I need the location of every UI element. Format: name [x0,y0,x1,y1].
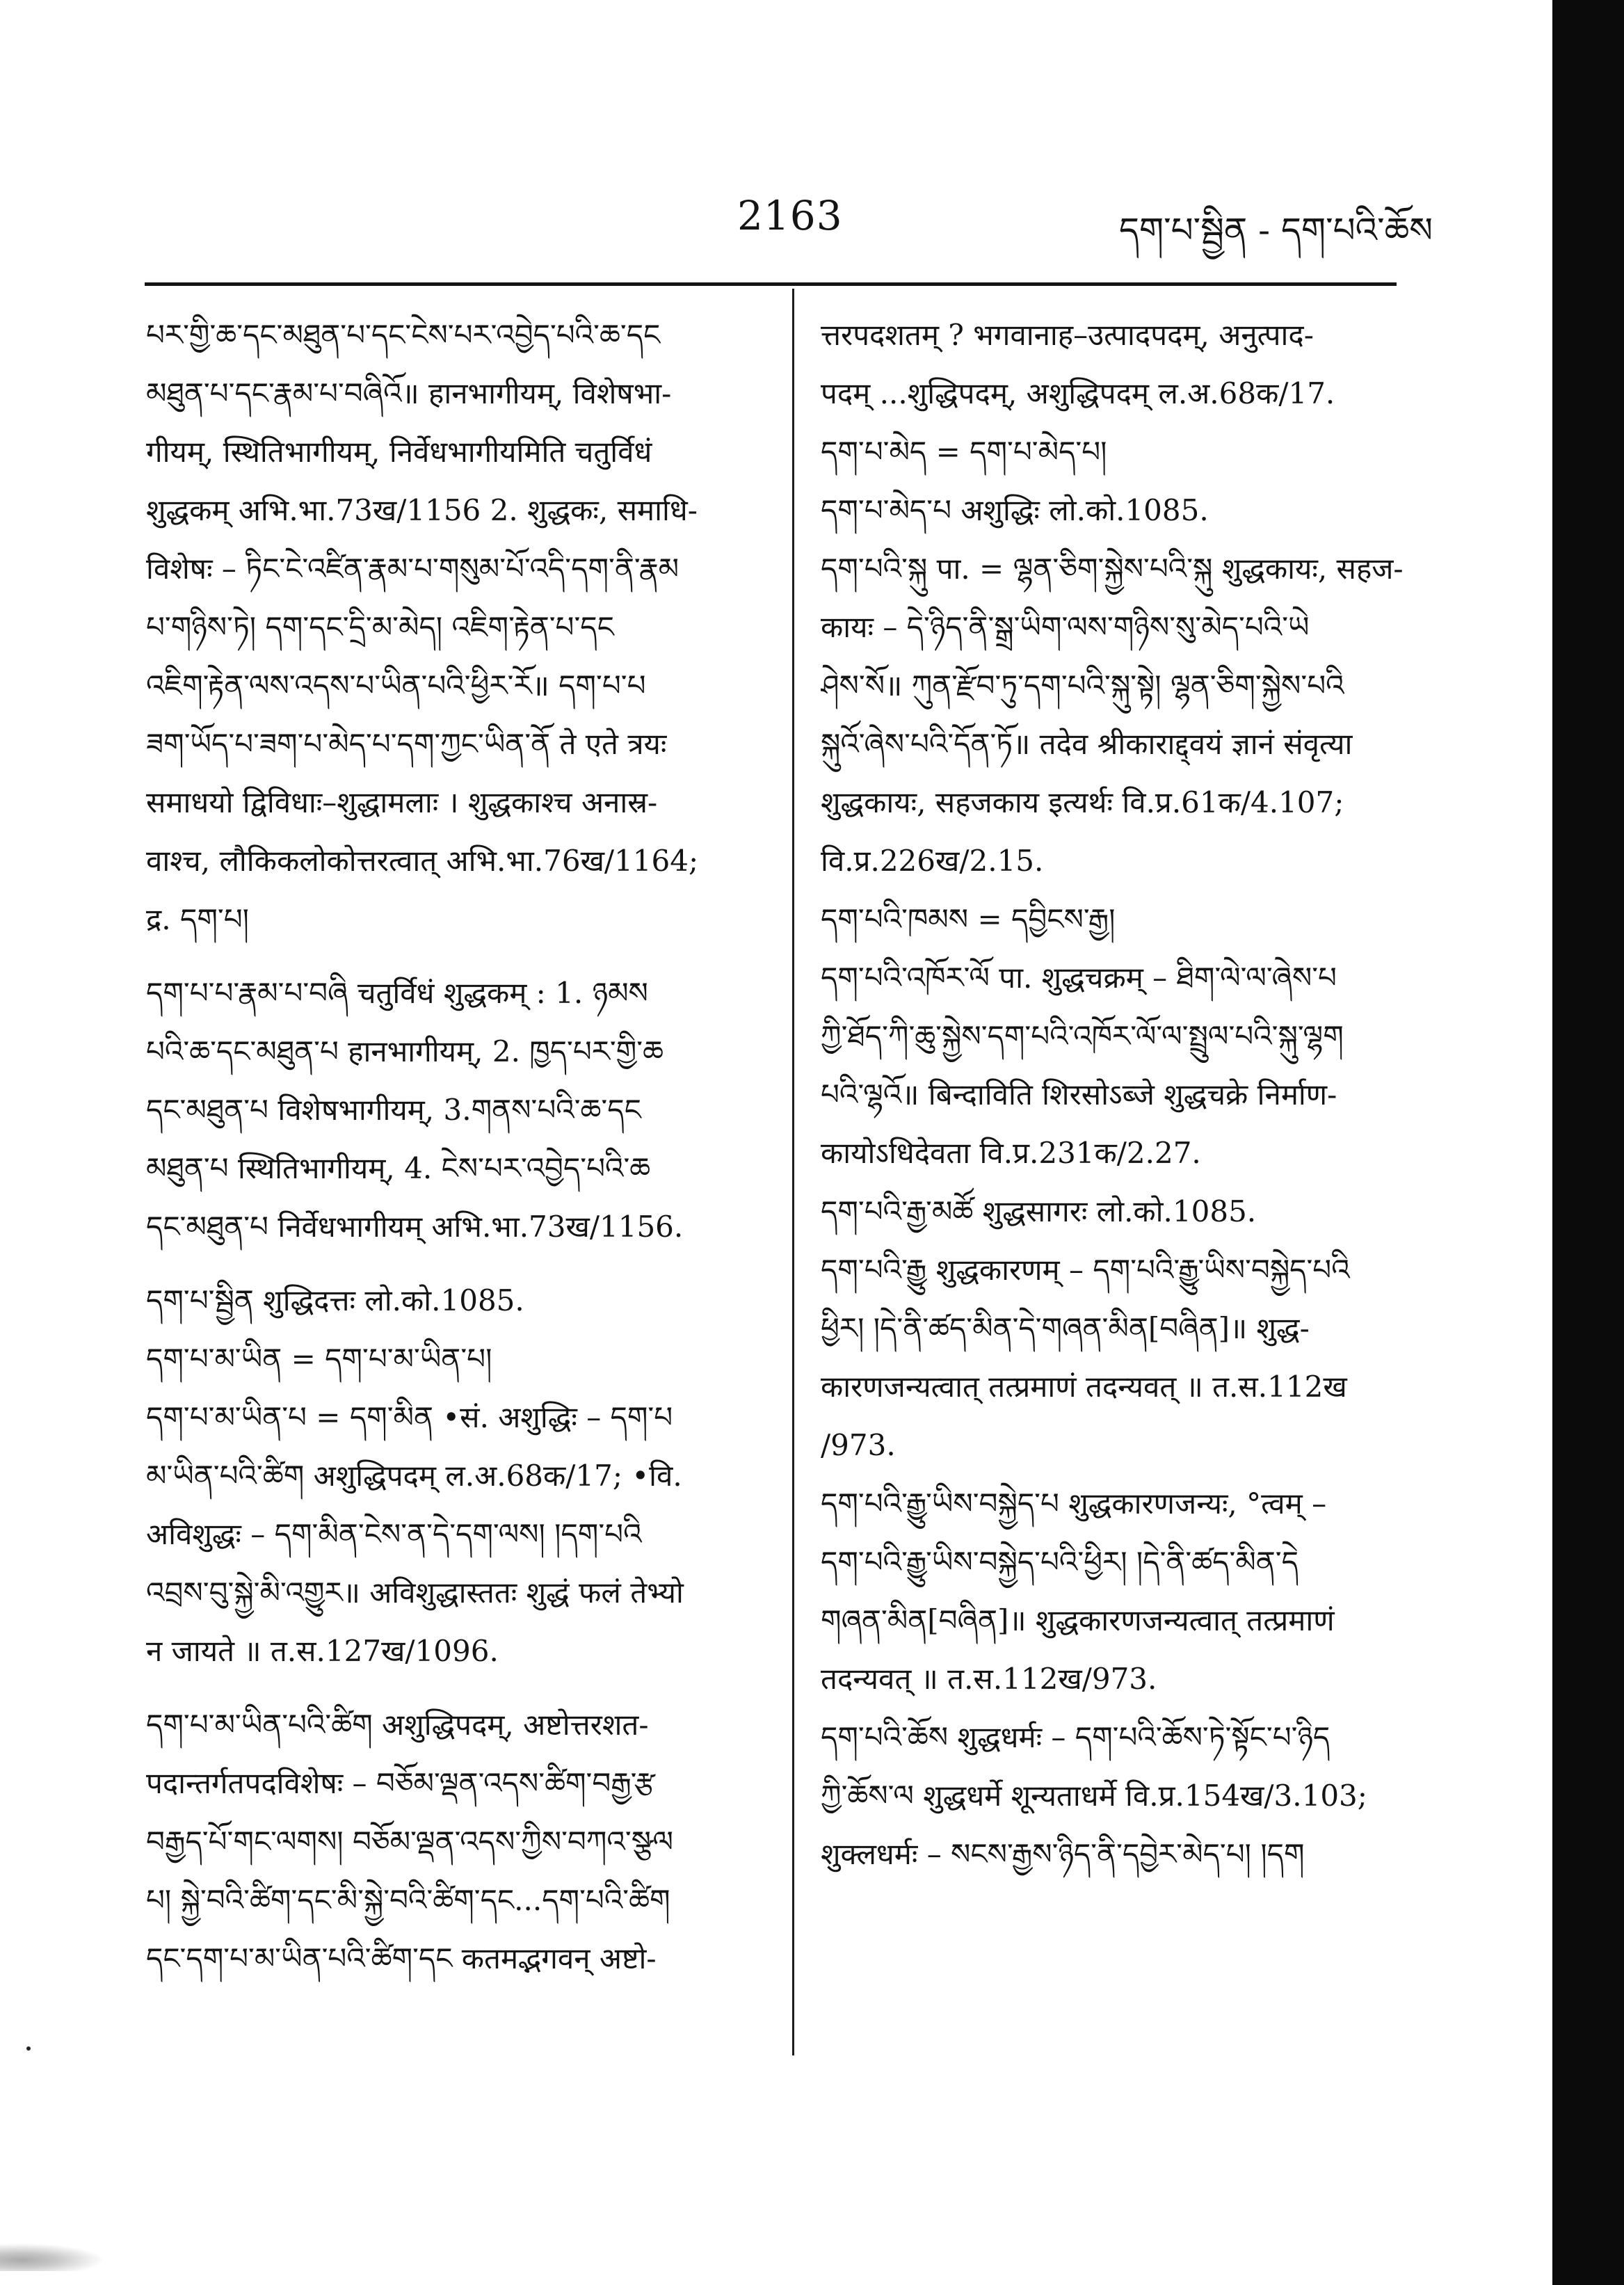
running-head: དག་པ་སྦྱིན - དག་པའི་ཆོས [1118,210,1433,250]
page-speck [26,2046,31,2051]
text-line: शुद्धकम् अभि.भा.73ख/1156 2. शुद्धकः, समाधि- [146,493,698,527]
text-line: अविशुद्धः – དག་མིན་ངེས་ན་དེ་དག་ལས། །དག་པའི [146,1517,642,1551]
text-line: शुक्लधर्मः – སངས་རྒྱས་ཉིད་ནི་དབྱེར་མེད་པ། །དག [821,1837,1305,1871]
text-line: སྐུའོ་ཞེས་པའི་དོན་ཏོ॥ तदेव श्रीकाराद्द्वयं ज्ञानं संवृत्या [821,727,1353,761]
text-line: वाश्च, लौकिकलोकोत्तरत्वात् अभि.भा.76ख/1164; [146,844,699,878]
text-line: འཇིག་རྟེན་ལས་འདས་པ་ཡིན་པའི་ཕྱིར་རོ॥ དག་པ་པ [146,668,646,703]
text-line: མཐུན་པ་དང་རྣམ་པ་བཞིའོ॥ हानभागीयम्, विशेषभा- [146,376,672,410]
text-line: དག་པའི་འཁོར་ལོ पा. शुद्धचक्रम् – ཐིག་ལེ་ལ་ཞེས་པ [821,961,1337,995]
text-line: དག་པའི་སྐུ पा. = ལྷན་ཅིག་སྐྱེས་པའི་སྐུ शुद्धकायः, सहज- [821,552,1404,586]
header-rule [145,282,1397,286]
text-line: ཀྱི་ཆོས་ལ शुद्धधर्मे शून्यताधर्मे वि.प्र.154ख/3.103; [821,1779,1367,1813]
text-line: कायोऽधिदेवता वि.प्र.231क/2.27. [821,1136,1201,1170]
text-line: वि.प्र.226ख/2.15. [821,844,1044,878]
text-line: དག་པའི་རྒྱུ शुद्धकारणम् – དག་པའི་རྒྱུ་ཡིས་བསྐྱེད་པའི [821,1253,1350,1287]
column-divider [792,289,794,2055]
text-line: མ་ཡིན་པའི་ཚིག अशुद्धिपदम् ल.अ.68क/17; •वि. [146,1459,682,1493]
text-line: དག་པའི་རྒྱུ་ཡིས་བསྐྱེད་པ शुद्धकारणजन्यः, °त्वम् – [821,1486,1327,1521]
text-line: དག་པ་མེད = དག་པ་མེད་པ། [821,435,1107,469]
entry-gap [146,1256,751,1272]
text-line: པར་གྱི་ཆ་དང་མཐུན་པ་དང་ངེས་པར་འབྱེད་པའི་ཆ་དང [146,318,661,352]
text-line: དང་མཐུན་པ विशेषभागीयम्, 3.གནས་པའི་ཆ་དང [146,1093,641,1127]
text-line: དང་དག་པ་མ་ཡིན་པའི་ཚིག་དང कतमद्भगवन् अष्टो- [146,1941,657,1975]
text-line: དག་པ་མ་ཡིན་པའི་ཚིག अशुद्धिपदम्, अष्टोत्तरशत- [146,1708,649,1742]
right-column [821,306,1419,1884]
text-line: ཕྱིར། །དེ་ནི་ཚད་མིན་དེ་གཞན་མིན[བཞིན]॥ शुद्ध- [821,1311,1310,1345]
entry-gap [146,1681,751,1696]
text-line: कायः – དེ་ཉིད་ནི་སྒྲ་ཡིག་ལས་གཉིས་སུ་མེད་པའི་ཡེ [821,610,1310,644]
text-line: विशेषः – ཏིང་ངེ་འཛིན་རྣམ་པ་གསུམ་པོ་འདི་དག་ནི་རྣམ [146,552,680,586]
text-line: कारणजन्यत्वात् तत्प्रमाणं तदन्यवत् ॥ त.स.112ख [821,1370,1347,1404]
text-line: དག་པའི་ཆོས शुद्धधर्मः – དག་པའི་ཆོས་ཏེ་སྟོང་པ་ཉིད [821,1720,1330,1754]
text-line: गीयम्, स्थितिभागीयम्, निर्वेधभागीयमिति चतुर्विधं [146,435,652,469]
text-line: पदम् ...शुद्धिपदम्, अशुद्धिपदम् ल.अ.68क/17. [821,376,1335,410]
text-line: པ། སྐྱེ་བའི་ཚིག་དང་མི་སྐྱེ་བའི་ཚིག་དང...དག་པའི་ཚིག [146,1883,670,1917]
text-line: ཤེས་སོ॥ ཀུན་རྫོབ་ཏུ་དག་པའི་སྐུ་སྟེ། ལྷན་ཅིག་སྐྱེས་པའི [821,668,1344,703]
entry-gap [146,949,751,964]
text-line: शुद्धकायः, सहजकाय इत्यर्थः वि.प्र.61क/4.107; [821,785,1344,819]
text-line: དག་པ་པ་རྣམ་པ་བཞི चतुर्विधं शुद्धकम् : 1. ཉམས [146,976,648,1010]
text-line: པ་གཉིས་ཏེ། དག་དང་དྲི་མ་མེད། འཇིག་རྟེན་པ་དང [146,610,614,644]
text-line: བརྒྱད་པོ་གང་ལགས། བཅོམ་ལྡན་འདས་ཀྱིས་བཀའ་སྩལ [146,1825,673,1859]
text-line: पदान्तर्गतपदविशेषः – བཅོམ་ལྡན་འདས་ཚིག་བརྒྱ་རྩ [146,1766,655,1800]
text-line: དག་པའི་རྒྱུ་ཡིས་བསྐྱེད་པའི་ཕྱིར། །དེ་ནི་ཚད་མིན་དེ [821,1545,1299,1579]
text-line: དག་པའི་ཁམས = དབྱིངས་རྒྱ། [821,902,1116,936]
text-line: མཐུན་པ स्थितिभागीयम्, 4. ངེས་པར་འབྱེད་པའི་ཆ [146,1151,651,1185]
text-line: /973. [821,1428,896,1462]
text-line: དག་པ་སྦྱིན शुद्धिदत्तः लो.को.1085. [146,1283,524,1317]
text-line: དག་པའི་རྒྱ་མཚོ शुद्धसागरः लो.को.1085. [821,1194,1257,1228]
text-line: द्र. དག་པ། [146,902,249,936]
text-line: ཀྱི་ཐོད་ཀི་ཆུ་སྐྱེས་དག་པའི་འཁོར་ལོ་ལ་སྤྲུལ་པའི་སྐུ་ལྷག [821,1019,1344,1053]
binding-shadow [1552,0,1624,2285]
page-number: 2163 [737,192,843,239]
text-line: པའི་ཆ་དང་མཐུན་པ हानभागीयम्, 2. ཁྱད་པར་གྱི་ཆ [146,1034,664,1068]
text-line: དག་པ་མ་ཡིན་པ = དག་མིན •सं. अशुद्धिः – དག་པ [146,1400,673,1434]
left-column [146,306,751,1988]
text-line: འབྲས་བུ་སྐྱེ་མི་འགྱུར॥ अविशुद्धास्ततः शुद्धं फलं तेभ्यो [146,1576,684,1610]
text-line: न जायते ॥ त.स.127ख/1096. [146,1634,499,1668]
text-line: པའི་ལྷའོ॥ बिन्दाविति शिरसोऽब्जे शुद्धचक्रे निर्माण- [821,1077,1337,1112]
text-line: གཞན་མིན[བཞིན]॥ शुद्धकारणजन्यत्वात् तत्प्रमाणं [821,1603,1335,1637]
text-line: त्तरपदशतम् ? भगवानाह–उत्पादपदम्, अनुत्पाद- [821,318,1314,352]
text-line: དག་པ་མ་ཡིན = དག་པ་མ་ཡིན་པ། [146,1342,492,1376]
scan-artifact [0,2243,104,2271]
text-line: དག་པ་མེད་པ अशुद्धिः लो.को.1085. [821,493,1209,527]
text-line: དང་མཐུན་པ निर्वेधभागीयम् अभि.भा.73ख/1156. [146,1210,684,1244]
text-line: ཟག་ཡོད་པ་ཟག་པ་མེད་པ་དག་ཀྱང་ཡིན་ནོ ते एते त्रयः [146,727,667,761]
text-line: तदन्यवत् ॥ त.स.112ख/973. [821,1662,1157,1696]
text-line: समाधयो द्विविधाः–शुद्धामलाः । शुद्धकाश्च अनास्र- [146,785,658,819]
